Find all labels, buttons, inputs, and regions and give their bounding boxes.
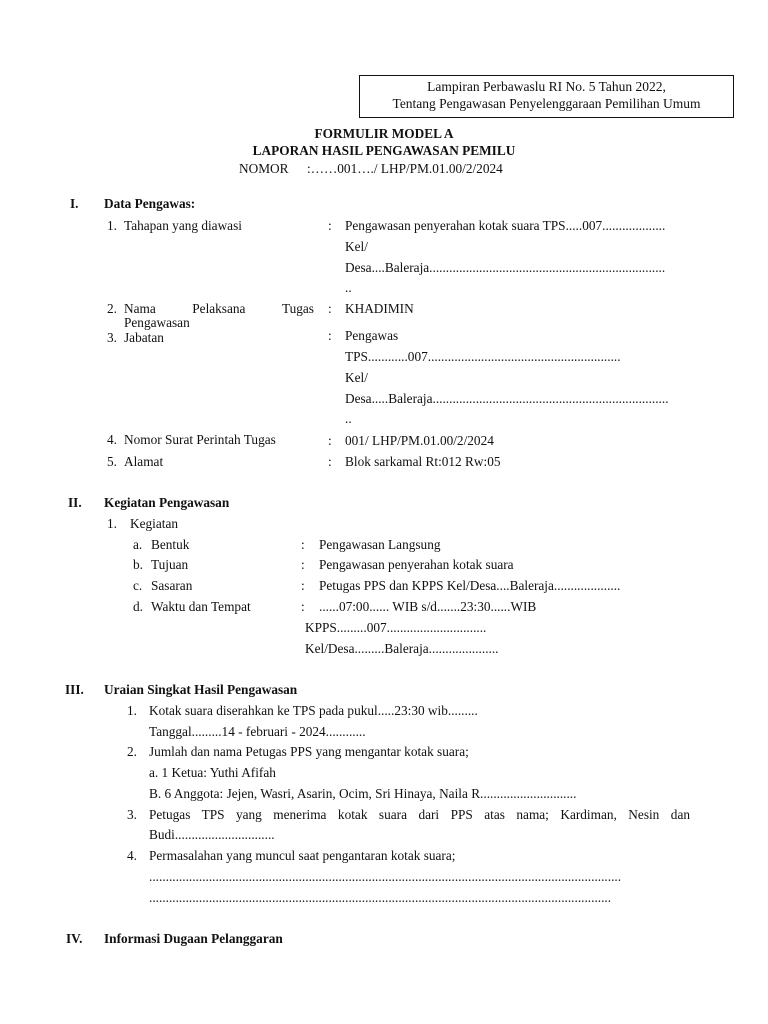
item-1-value-line-4: .. [345, 280, 352, 295]
bentuk-value: Pengawasan Langsung [319, 537, 441, 552]
tujuan-value: Pengawasan penyerahan kotak suara [319, 557, 514, 572]
uraian-3-number: 3. [127, 807, 137, 822]
item-1-label: Tahapan yang diawasi [124, 218, 242, 233]
item-5-separator: : [328, 454, 332, 469]
nomor-value: :……001…./ LHP/PM.01.00/2/2024 [307, 161, 503, 176]
uraian-3-line-2: Budi.............................. [149, 827, 275, 842]
item-4-value: 001/ LHP/PM.01.00/2/2024 [345, 433, 494, 448]
item-1-number: 1. [107, 218, 117, 233]
item-2-label-line-2: Pengawasan [124, 315, 190, 330]
sasaran-value: Petugas PPS dan KPPS Kel/Desa....Baleraja.................... [319, 578, 621, 593]
section-2-title: Kegiatan Pengawasan [104, 495, 230, 510]
form-title: FORMULIR MODEL A [314, 126, 454, 141]
item-2-label-word-2: Pelaksana [192, 301, 246, 316]
item-1-separator: : [328, 218, 332, 233]
section-4-title: Informasi Dugaan Pelanggaran [104, 931, 283, 946]
uraian-2-line-3: B. 6 Anggota: Jejen, Wasri, Asarin, Ocim, Sri Hinaya, Naila R............................. [149, 786, 577, 801]
waktu-value-line-2: KPPS.........007.............................. [305, 620, 487, 635]
waktu-value-line-3: Kel/Desa.........Baleraja..................... [305, 641, 499, 656]
form-subtitle: LAPORAN HASIL PENGAWASAN PEMILU [252, 143, 516, 158]
waktu-letter: d. [133, 599, 143, 614]
item-3-value-line-5: .. [345, 411, 352, 426]
item-3-value-line-1: Pengawas [345, 328, 399, 343]
item-2-value: KHADIMIN [345, 301, 414, 316]
item-5-number: 5. [107, 454, 117, 469]
tujuan-letter: b. [133, 557, 143, 572]
section-1-title: Data Pengawas: [104, 196, 196, 211]
waktu-label: Waktu dan Tempat [151, 599, 251, 614]
kegiatan-label: Kegiatan [130, 516, 178, 531]
item-3-number: 3. [107, 330, 117, 345]
item-1-value-line-3: Desa....Baleraja....................................................................... [345, 260, 666, 275]
uraian-4-number: 4. [127, 848, 137, 863]
item-3-value-line-3: Kel/ [345, 370, 368, 385]
uraian-1-line-1: Kotak suara diserahkan ke TPS pada pukul.....23:30 wib......... [149, 703, 478, 718]
item-5-value: Blok sarkamal Rt:012 Rw:05 [345, 454, 501, 469]
lampiran-line-2: Tentang Pengawasan Penyelenggaraan Pemilihan Umum [392, 96, 701, 111]
uraian-4-line-1: Permasalahan yang muncul saat pengantaran kotak suara; [149, 848, 456, 863]
waktu-separator: : [301, 599, 305, 614]
tujuan-label: Tujuan [151, 557, 189, 572]
item-1-value-line-2: Kel/ [345, 239, 368, 254]
item-4-label: Nomor Surat Perintah Tugas [124, 432, 276, 447]
item-2-number: 2. [107, 301, 117, 316]
section-3-number: III. [65, 682, 84, 697]
uraian-2-line-1: Jumlah dan nama Petugas PPS yang mengantar kotak suara; [149, 744, 469, 759]
item-4-separator: : [328, 433, 332, 448]
item-2-label-word-3: Tugas [281, 301, 314, 316]
uraian-4-dots-line-2: ........................................................................................................................................... [149, 890, 612, 905]
lampiran-box [359, 75, 734, 118]
sasaran-separator: : [301, 578, 305, 593]
item-2-label-word-1: Nama [124, 301, 156, 316]
sasaran-label: Sasaran [151, 578, 193, 593]
nomor-label: NOMOR [239, 161, 289, 176]
item-2-separator: : [328, 301, 332, 316]
bentuk-label: Bentuk [151, 537, 190, 552]
kegiatan-number: 1. [107, 516, 117, 531]
item-3-value-line-2: TPS............007.......................................................... [345, 349, 621, 364]
section-3-title: Uraian Singkat Hasil Pengawasan [104, 682, 298, 697]
section-1-number: I. [70, 196, 79, 211]
item-5-label: Alamat [124, 454, 164, 469]
section-2-number: II. [68, 495, 82, 510]
item-3-label: Jabatan [124, 330, 164, 345]
bentuk-separator: : [301, 537, 305, 552]
section-4-number: IV. [66, 931, 83, 946]
uraian-4-dots-line-1: .............................................................................................................................................. [149, 869, 622, 884]
item-3-separator: : [328, 328, 332, 343]
uraian-1-line-2: Tanggal.........14 - februari - 2024............ [149, 724, 366, 739]
waktu-value-line-1: ......07:00...... WIB s/d.......23:30......WIB [319, 599, 537, 614]
tujuan-separator: : [301, 557, 305, 572]
uraian-2-number: 2. [127, 744, 137, 759]
item-4-number: 4. [107, 432, 117, 447]
item-3-value-line-4: Desa.....Baleraja....................................................................... [345, 391, 669, 406]
lampiran-line-1: Lampiran Perbawaslu RI No. 5 Tahun 2022, [427, 79, 666, 94]
bentuk-letter: a. [133, 537, 143, 552]
uraian-3-line-1: Petugas TPS yang menerima kotak suara dari PPS atas nama; Kardiman, Nesin dan [149, 807, 690, 822]
uraian-1-number: 1. [127, 703, 137, 718]
sasaran-letter: c. [133, 578, 143, 593]
item-1-value-line-1: Pengawasan penyerahan kotak suara TPS.....007................... [345, 218, 666, 233]
uraian-2-line-2: a. 1 Ketua: Yuthi Afifah [149, 765, 276, 780]
